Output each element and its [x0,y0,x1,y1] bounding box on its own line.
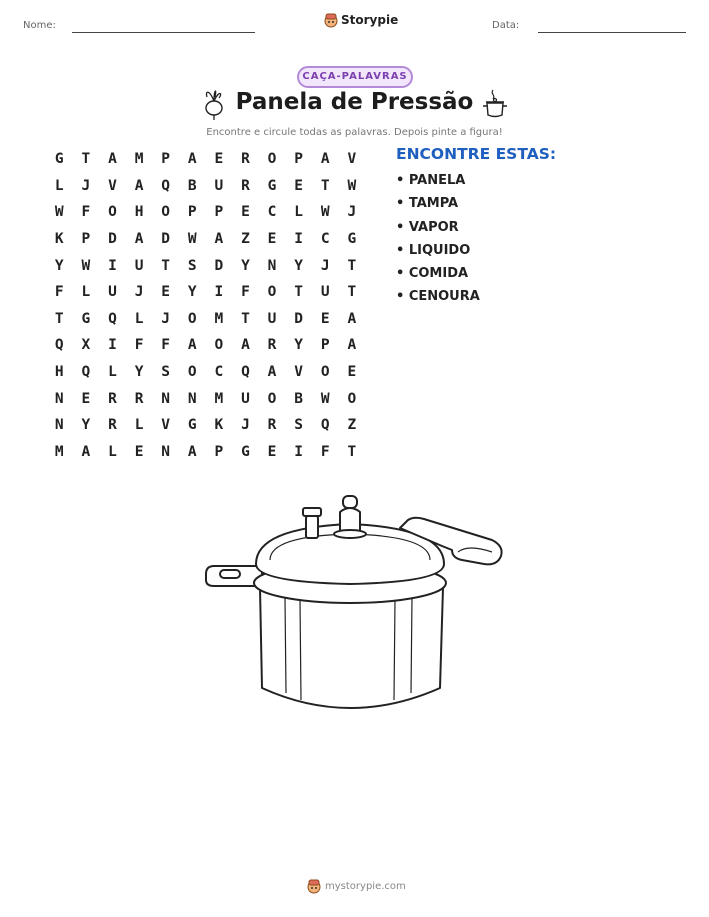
grid-letter[interactable]: W [347,177,357,194]
grid-row [46,173,365,200]
grid-letter[interactable]: T [320,177,330,194]
grid-letter[interactable]: F [54,284,64,301]
grid-letter[interactable]: W [187,231,197,248]
grid-letter[interactable]: W [81,257,91,274]
grid-letter[interactable]: A [134,231,144,248]
grid-letter[interactable]: E [347,364,357,381]
grid-letter[interactable]: R [108,417,117,434]
grid-row [46,332,365,359]
grid-row [46,359,365,386]
grid-letter[interactable]: Z [241,231,250,248]
steaming-pot-icon [480,88,510,120]
grid-letter[interactable]: A [108,151,117,168]
grid-letter[interactable]: S [187,257,197,274]
grid-row [46,226,365,253]
grid-letter[interactable]: O [214,337,224,354]
grid-letter[interactable]: K [214,417,224,434]
grid-letter[interactable]: Q [81,364,91,381]
grid-letter[interactable]: E [161,284,171,301]
grid-letter[interactable]: E [241,204,250,221]
grid-row [46,306,365,333]
word-item: • TAMPA [396,196,459,212]
word-list [396,170,480,310]
grid-letter[interactable]: D [161,231,171,248]
grid-letter[interactable]: Q [108,310,117,327]
grid-letter[interactable]: W [54,204,64,221]
grid-letter[interactable]: N [54,390,64,407]
grid-letter[interactable]: M [54,443,64,460]
grid-letter[interactable]: A [267,364,277,381]
grid-letter[interactable]: J [134,284,144,301]
grid-letter[interactable]: V [294,364,303,381]
brand-logo [324,12,398,28]
grid-letter[interactable]: E [81,390,91,407]
grid-letter[interactable]: U [267,310,277,327]
grid-letter[interactable]: J [320,257,330,274]
pressure-cooker-illustration [200,488,510,728]
grid-letter[interactable]: I [108,257,117,274]
grid-letter[interactable]: Y [54,257,64,274]
grid-letter[interactable]: M [134,151,144,168]
grid-letter[interactable]: E [294,177,303,194]
grid-letter[interactable]: A [187,443,197,460]
grid-letter[interactable]: I [294,443,303,460]
grid-letter[interactable]: T [347,257,357,274]
grid-letter[interactable]: Q [161,177,171,194]
grid-letter[interactable]: Y [81,417,91,434]
grid-letter[interactable]: T [81,151,91,168]
grid-letter[interactable]: C [214,364,224,381]
grid-letter[interactable]: O [347,390,357,407]
grid-letter[interactable]: N [54,417,64,434]
grid-letter[interactable]: Y [187,284,197,301]
grid-letter[interactable]: Q [54,337,64,354]
grid-letter[interactable]: R [241,151,250,168]
grid-letter[interactable]: I [214,284,224,301]
grid-letter[interactable]: B [187,177,197,194]
grid-letter[interactable]: Q [320,417,330,434]
grid-letter[interactable]: U [214,177,224,194]
grid-letter[interactable]: P [214,443,224,460]
grid-letter[interactable]: F [161,337,171,354]
grid-letter[interactable]: O [108,204,117,221]
grid-letter[interactable]: V [108,177,117,194]
grid-letter[interactable]: Y [241,257,250,274]
grid-letter[interactable]: P [320,337,330,354]
grid-letter[interactable]: W [320,204,330,221]
word-item: • CENOURA [396,289,480,305]
grid-letter[interactable]: D [108,231,117,248]
grid-letter[interactable]: V [347,151,357,168]
grid-letter[interactable]: F [241,284,250,301]
grid-letter[interactable]: M [214,310,224,327]
grid-letter[interactable]: F [81,204,91,221]
grid-letter[interactable]: P [161,151,171,168]
grid-letter[interactable]: P [214,204,224,221]
grid-letter[interactable]: C [320,231,330,248]
grid-letter[interactable]: E [320,310,330,327]
grid-letter[interactable]: N [161,390,171,407]
grid-letter[interactable]: S [294,417,303,434]
grid-letter[interactable]: N [187,390,197,407]
grid-letter[interactable]: R [267,417,277,434]
grid-letter[interactable]: U [134,257,144,274]
grid-letter[interactable]: A [320,151,330,168]
grid-letter[interactable]: X [81,337,91,354]
footer [307,878,406,894]
grid-letter[interactable]: U [241,390,250,407]
grid-row [46,385,365,412]
grid-letter[interactable]: P [187,204,197,221]
grid-letter[interactable]: T [161,257,171,274]
grid-letter[interactable]: H [134,204,144,221]
grid-letter[interactable]: A [347,310,357,327]
date-label: Data: [492,20,520,31]
grid-letter[interactable]: A [241,337,250,354]
grid-letter[interactable]: D [214,257,224,274]
grid-letter[interactable]: V [161,417,171,434]
grid-letter[interactable]: N [161,443,171,460]
grid-letter[interactable]: M [214,390,224,407]
grid-letter[interactable]: J [161,310,171,327]
word-item: • VAPOR [396,219,459,235]
grid-letter[interactable]: F [320,443,330,460]
grid-letter[interactable]: T [347,284,357,301]
grid-letter[interactable]: S [161,364,171,381]
grid-letter[interactable]: R [267,337,277,354]
grid-row [46,146,365,173]
grid-letter[interactable]: O [267,151,277,168]
grid-letter[interactable]: O [267,284,277,301]
footer-url[interactable]: mystorypie.com [325,880,406,892]
grid-letter[interactable]: E [267,443,277,460]
grid-letter[interactable]: L [108,443,117,460]
grid-letter[interactable]: L [134,310,144,327]
grid-row [46,252,365,279]
word-search-badge: CAÇA-PALAVRAS [297,66,413,88]
grid-letter[interactable]: G [347,231,357,248]
grid-letter[interactable]: R [134,390,144,407]
letter-grid [46,146,365,465]
grid-letter[interactable]: I [294,231,303,248]
find-these-heading: ENCONTRE ESTAS: [396,145,557,163]
grid-letter[interactable]: T [347,443,357,460]
grid-letter[interactable]: G [267,177,277,194]
grid-letter[interactable]: O [267,390,277,407]
brand-name: Storypie [341,13,399,27]
grid-letter[interactable]: L [81,284,91,301]
word-item: • PANELA [396,173,466,188]
grid-letter[interactable]: L [108,364,117,381]
grid-letter[interactable]: O [320,364,330,381]
grid-letter[interactable]: O [161,204,171,221]
grid-letter[interactable]: T [241,310,250,327]
instructions: Encontre e circule todas as palavras. Depois pinte a figura! [206,127,503,138]
grid-letter[interactable]: T [54,310,64,327]
grid-letter[interactable]: O [187,310,197,327]
grid-letter[interactable]: J [347,204,357,221]
grid-letter[interactable]: R [241,177,250,194]
grid-letter[interactable]: G [241,443,250,460]
grid-letter[interactable]: L [134,417,144,434]
grid-letter[interactable]: H [54,364,64,381]
grid-letter[interactable]: A [134,177,144,194]
grid-letter[interactable]: C [267,204,277,221]
grid-letter[interactable]: N [267,257,277,274]
grid-letter[interactable]: L [54,177,64,194]
grid-letter[interactable]: U [320,284,330,301]
grid-row [46,279,365,306]
grid-letter[interactable]: Q [241,364,250,381]
grid-letter[interactable]: B [294,390,303,407]
date-line[interactable] [538,32,686,33]
word-item: • LIQUIDO [396,242,471,258]
grid-letter[interactable]: I [108,337,117,354]
grid-letter[interactable]: D [294,310,303,327]
grid-letter[interactable]: A [187,151,197,168]
name-line[interactable] [72,32,255,33]
grid-letter[interactable]: Y [294,257,303,274]
name-label: Nome: [23,20,56,31]
grid-letter[interactable]: E [214,151,224,168]
grid-letter[interactable]: F [134,337,144,354]
grid-letter[interactable]: Z [347,417,357,434]
grid-letter[interactable]: L [294,204,303,221]
grid-letter[interactable]: A [81,443,91,460]
word-item: • COMIDA [396,266,469,282]
grid-row [46,412,365,439]
grid-letter[interactable]: A [214,231,224,248]
grid-letter[interactable]: P [81,231,91,248]
grid-letter[interactable]: Y [134,364,144,381]
storypie-mascot-icon [324,12,338,28]
grid-letter[interactable]: E [267,231,277,248]
grid-letter[interactable]: J [81,177,91,194]
grid-letter[interactable]: A [347,337,357,354]
grid-letter[interactable]: U [108,284,117,301]
grid-letter[interactable]: K [54,231,64,248]
grid-letter[interactable]: T [294,284,303,301]
grid-letter[interactable]: R [108,390,117,407]
grid-letter[interactable]: A [187,337,197,354]
grid-row [46,439,365,466]
page-title: Panela de Pressão [235,89,474,115]
grid-letter[interactable]: G [187,417,197,434]
grid-row [46,199,365,226]
grid-letter[interactable]: O [187,364,197,381]
grid-letter[interactable]: J [241,417,250,434]
grid-letter[interactable]: E [134,443,144,460]
grid-letter[interactable]: P [294,151,303,168]
grid-letter[interactable]: G [54,151,64,168]
grid-letter[interactable]: W [320,390,330,407]
storypie-mascot-icon [307,878,321,894]
grid-letter[interactable]: Y [294,337,303,354]
grid-letter[interactable]: G [81,310,91,327]
